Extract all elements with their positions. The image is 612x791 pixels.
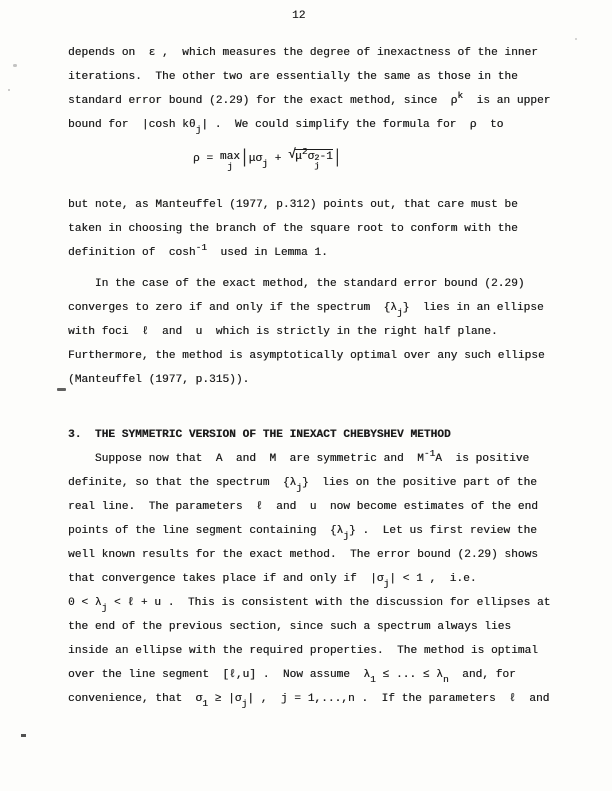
scan-artifact bbox=[575, 38, 577, 40]
scan-artifact bbox=[13, 64, 17, 67]
text-line: 3. THE SYMMETRIC VERSION OF THE INEXACT CHEBYSHEV METHOD bbox=[68, 429, 451, 441]
text-line: (Manteuffel (1977, p.315)). bbox=[68, 374, 250, 386]
text-line: standard error bound (2.29) for the exact method, since $\rho^k$ is an upper bbox=[68, 90, 551, 107]
text-line: but note, as Manteuffel (1977, p.312) points out, that care must be bbox=[68, 199, 518, 211]
text-line: depends on ε , which measures the degree of inexactness of the inner bbox=[68, 47, 538, 59]
text-line: iterations. The other two are essentially the same as those in the bbox=[68, 71, 518, 83]
text-line: definite, so that the spectrum $\{\lambda_j\}$ lies on the positive part of the bbox=[68, 477, 537, 493]
text-line: converges to zero if and only if the spectrum $\{\lambda_j\}$ lies in an ellipse bbox=[68, 302, 544, 318]
text-line: points of the line segment containing $\{\lambda_j\}$ . Let us first review the bbox=[68, 525, 537, 541]
text-line: convenience, that $\sigma_1 \ge |\sigma_j|$ , j = 1,...,n . If the parameters ℓ and bbox=[68, 693, 550, 709]
paragraph-symmetric-version bbox=[68, 447, 550, 711]
text-line: Furthermore, the method is asymptotically optimal over any such ellipse bbox=[68, 350, 545, 362]
paragraph-intro bbox=[68, 41, 550, 137]
paragraph-exact-method bbox=[68, 272, 545, 392]
text-line: definition of $\cosh^{-1}$ used in Lemma 1. bbox=[68, 242, 328, 259]
scan-artifact bbox=[8, 89, 10, 91]
text-line: $0 < \lambda_j$ < ℓ + u . This is consistent with the discussion for ellipses at bbox=[68, 597, 551, 613]
section-heading bbox=[68, 423, 451, 447]
text-line: real line. The parameters ℓ and u now become estimates of the end bbox=[68, 501, 538, 513]
scan-artifact bbox=[57, 388, 66, 391]
text-line: inside an ellipse with the required properties. The method is optimal bbox=[68, 645, 538, 657]
page-number: 12 bbox=[292, 10, 306, 22]
scan-artifact bbox=[21, 734, 26, 737]
text-line: well known results for the exact method. The error bound (2.29) shows bbox=[68, 549, 538, 561]
text-line: taken in choosing the branch of the square root to conform with the bbox=[68, 223, 518, 235]
paragraph-note-manteuffel bbox=[68, 193, 518, 265]
text-line: In the case of the exact method, the standard error bound (2.29) bbox=[68, 278, 525, 290]
text-line: that convergence takes place if and only if $|\sigma_j| < 1$ , i.e. bbox=[68, 573, 477, 589]
formula-rho-max: ρ = max j | μσ j + √ $\mu^2\sigma$ 2 j -1 | bbox=[193, 146, 341, 172]
text-line: Suppose now that A and M are symmetric and $M^{-1}A$ is positive bbox=[68, 448, 530, 465]
text-line: bound for |cosh $k\theta_j|$ . We could simplify the formula for ρ to bbox=[68, 119, 504, 135]
square-root-sign: √ bbox=[288, 148, 297, 163]
text-line: with foci ℓ and u which is strictly in the right half plane. bbox=[68, 326, 498, 338]
text-line: the end of the previous section, since such a spectrum always lies bbox=[68, 621, 512, 633]
text-line: over the line segment [ℓ,u] . Now assume $\lambda_1$ ≤ ... ≤ $\lambda_n$ and, for bbox=[68, 669, 516, 685]
